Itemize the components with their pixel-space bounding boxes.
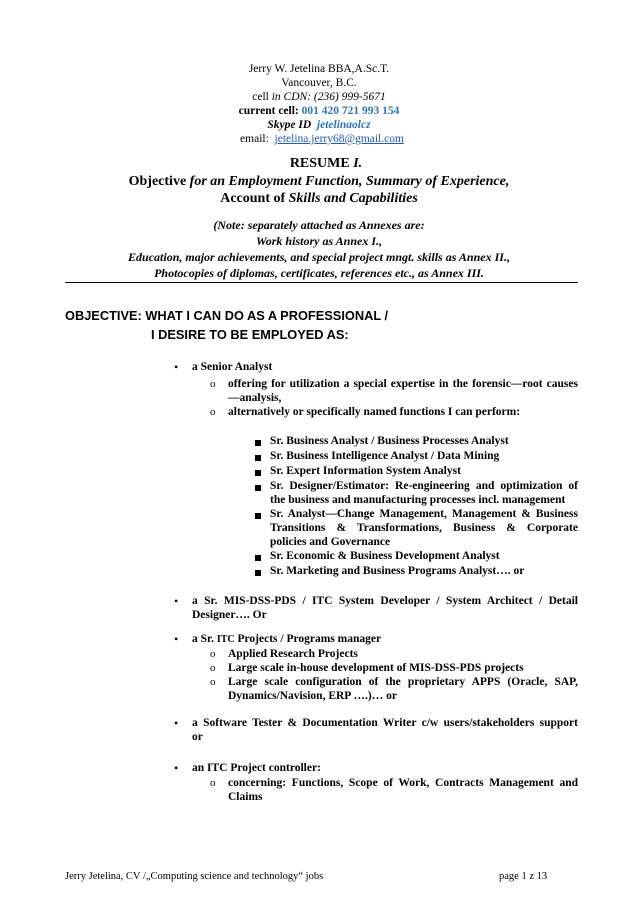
title-line-3 (0, 190, 638, 207)
controller-sub-line-1: concerning: Functions, Scope of Work, Contracts Management and (228, 777, 578, 789)
circle-bullet-icon: o (210, 676, 216, 688)
role-item-continued: Transitions & Transformations, Business & Corporate (270, 522, 578, 534)
footer-left: Jerry Jetelina, CV /„Computing science and technology“ jobs (65, 871, 324, 882)
square-bullet-icon (255, 513, 261, 519)
role-item: Sr. Designer/Estimator: Re-engineering and optimization of (270, 480, 578, 492)
itc-manager-item (192, 632, 381, 648)
role-item-continued: the business and manufacturing processes incl. management (270, 494, 566, 506)
current-cell-line (0, 104, 638, 118)
circle-bullet-icon: o (210, 406, 216, 418)
skype-id: jetelinaolcz (316, 119, 371, 131)
bullet-icon: • (174, 632, 179, 646)
itc-sub-item: Large scale configuration of the proprietary APPS (Oracle, SAP, (228, 676, 578, 688)
bullet-icon: • (174, 761, 179, 775)
title-objective: Objective (128, 174, 187, 189)
page-number: page 1 z 13 (499, 871, 548, 882)
circle-bullet-icon: o (210, 777, 216, 789)
itc-acronym: ITC (216, 634, 235, 645)
bullet-icon: • (174, 594, 179, 608)
tester-line-2: or (192, 731, 203, 743)
square-bullet-icon (255, 570, 261, 576)
square-bullet-icon (255, 485, 261, 491)
email-link[interactable]: jetelina.jerry68@gmail.com (274, 133, 404, 145)
mis-developer-line-2: Designer…. Or (192, 609, 267, 621)
square-bullet-icon (255, 455, 261, 461)
mis-developer-line-1: a Sr. MIS-DSS-PDS / ITC System Developer / System Architect / Detail (192, 595, 578, 607)
skype-label: Skype ID (267, 119, 312, 131)
email-line (0, 132, 638, 146)
circle-bullet-icon: o (210, 662, 216, 674)
current-cell-number: 001 420 721 993 154 (301, 105, 400, 117)
role-item: Sr. Economic & Business Development Analyst (270, 550, 500, 562)
resume-title (0, 155, 638, 172)
role-item: Sr. Business Analyst / Business Processes Analyst (270, 435, 509, 447)
name-line: Jerry W. Jetelina BBA,A.Sc.T. (248, 63, 390, 75)
email-label: email: (240, 133, 269, 145)
resume-number: I. (353, 156, 363, 171)
circle-bullet-icon: o (210, 378, 216, 390)
bullet-icon: • (174, 360, 179, 374)
current-cell-label: current cell: (238, 105, 299, 117)
cell-cdn-line (0, 90, 638, 104)
cell-cdn: in CDN: (236) 999-5671 (271, 91, 386, 103)
forensic-line-1: offering for utilization a special expertise in the forensic—root causes (228, 378, 578, 390)
tester-line-1: a Software Tester & Documentation Writer c/w users/stakeholders support (192, 717, 578, 729)
role-item: Sr. Business Intelligence Analyst / Data Mining (270, 450, 500, 462)
role-item: Sr. Analyst—Change Management, Management & Business (270, 508, 578, 520)
objective-heading-line-2: I DESIRE TO BE EMPLOYED AS: (151, 327, 349, 342)
circle-bullet-icon: o (210, 648, 216, 660)
title-account-of: Account of (220, 191, 286, 206)
title-skills: Skills and Capabilities (288, 191, 418, 206)
forensic-line-2: —analysis, (228, 392, 282, 404)
skype-line (0, 118, 638, 132)
square-bullet-icon (255, 470, 261, 476)
title-line-2 (0, 173, 638, 190)
header-divider (65, 282, 578, 283)
cell-label: cell (252, 91, 272, 103)
itc-prefix: a Sr. (192, 633, 214, 645)
title-line-2-rest: for an Employment Function, Summary of Experience, (189, 174, 510, 189)
square-bullet-icon (255, 440, 261, 446)
note-line-3: Education, major achievements, and special project mngt. skills as Annex II., (128, 250, 510, 264)
objective-heading-line-1: OBJECTIVE: WHAT I CAN DO AS A PROFESSIONAL / (65, 308, 389, 323)
square-bullet-icon (255, 555, 261, 561)
bullet-icon: • (174, 716, 179, 730)
senior-analyst-item: a Senior Analyst (192, 361, 273, 373)
city-line: Vancouver, B.C. (281, 77, 357, 89)
note-line-4: Photocopies of diplomas, certificates, references etc., as Annex III. (154, 266, 484, 280)
controller-sub-line-2: Claims (228, 791, 263, 803)
note-line-2: Work history as Annex I., (255, 234, 383, 248)
controller-item: an ITC Project controller: (192, 762, 321, 774)
note-line-1: (Note: separately attached as Annexes are: (213, 218, 425, 232)
itc-rest: Projects / Programs manager (237, 633, 382, 645)
role-item: Sr. Marketing and Business Programs Analyst…. or (270, 565, 525, 577)
itc-sub-item: Applied Research Projects (228, 648, 358, 660)
role-item-continued: policies and Governance (270, 536, 391, 548)
itc-sub-item: Large scale in-house development of MIS-DSS-PDS projects (228, 662, 524, 674)
role-item: Sr. Expert Information System Analyst (270, 465, 461, 477)
named-functions-item: alternatively or specifically named functions I can perform: (228, 406, 521, 418)
itc-sub-item-continued: Dynamics/Navision, ERP ….)… or (228, 690, 397, 702)
resume-word: RESUME (289, 156, 350, 171)
